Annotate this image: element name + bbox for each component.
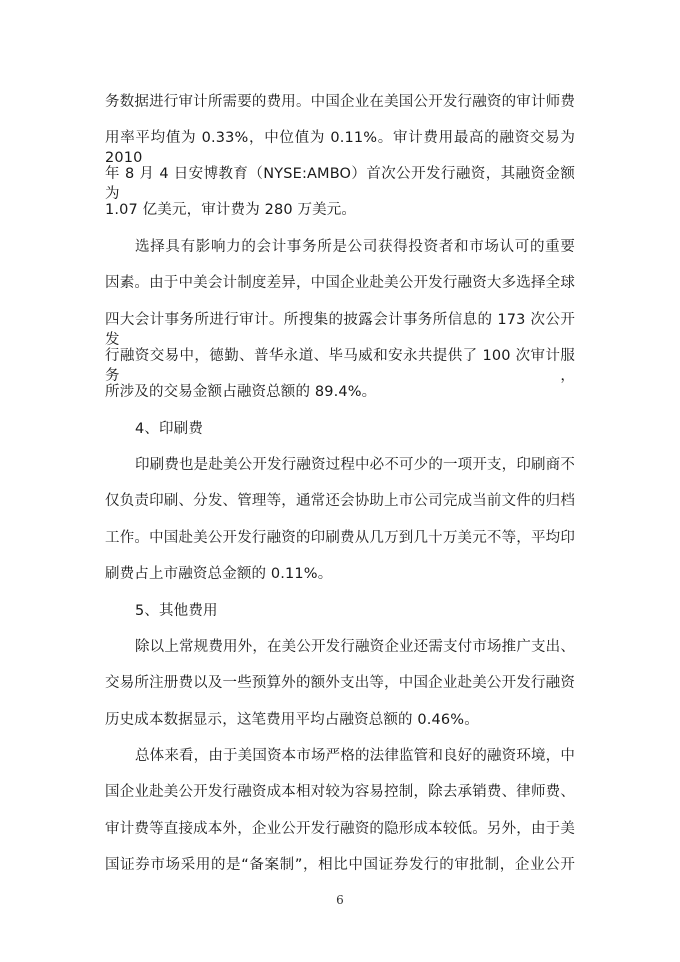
text-line: 刷费占上市融资总金额的 0.11%。: [105, 566, 333, 582]
text-line: 除以上常规费用外，在美公开发行融资企业还需支付市场推广支出、: [135, 639, 575, 655]
text-line: 选择具有影响力的会计事务所是公司获得投资者和市场认可的重要: [135, 239, 575, 255]
text-line: 年 8 月 4 日安博教育（NYSE:AMBO）首次公开发行融资，其融资金额为: [105, 166, 575, 202]
text-line: 务数据进行审计所需要的费用。中国企业在美国公开发行融资的审计师费: [105, 94, 575, 110]
text-line: 国企业赴美公开发行融资成本相对较为容易控制，除去承销费、律师费、: [105, 784, 575, 800]
text-line: 1.07 亿美元，审计费为 280 万美元。: [105, 202, 357, 218]
text-line: 用率平均值为 0.33%，中位值为 0.11%。审计费用最高的融资交易为 2010: [105, 130, 575, 166]
text-line: 所涉及的交易金额占融资总额的 89.4%。: [105, 384, 377, 400]
text-line: 行融资交易中，德勤、普华永道、毕马威和安永共提供了 100 次审计服务，: [105, 348, 575, 384]
text-line: 总体来看，由于美国资本市场严格的法律监管和良好的融资环境，中: [135, 748, 575, 764]
text-line: 审计费等直接成本外，企业公开发行融资的隐形成本较低。另外，由于美: [105, 821, 575, 837]
text-line: 交易所注册费以及一些预算外的额外支出等，中国企业赴美公开发行融资: [105, 675, 575, 691]
text-line: 历史成本数据显示，这笔费用平均占融资总额的 0.46%。: [105, 712, 479, 728]
page-number: 6: [336, 893, 344, 907]
text-line: 因素。由于中美会计制度差异，中国企业赴美公开发行融资大多选择全球: [105, 275, 575, 291]
text-line: 四大会计事务所进行审计。所搜集的披露会计事务所信息的 173 次公开发: [105, 312, 575, 348]
section-heading: 5、其他费用: [135, 603, 218, 619]
text-line: 工作。中国赴美公开发行融资的印刷费从几万到几十万美元不等，平均印: [105, 530, 575, 546]
text-line: 仅负责印刷、分发、管理等，通常还会协助上市公司完成当前文件的归档: [105, 493, 575, 509]
section-heading: 4、印刷费: [135, 421, 203, 437]
text-line: 国证券市场采用的是“备案制”，相比中国证券发行的审批制，企业公开: [105, 857, 575, 873]
text-line: 印刷费也是赴美公开发行融资过程中必不可少的一项开支，印刷商不: [135, 457, 575, 473]
